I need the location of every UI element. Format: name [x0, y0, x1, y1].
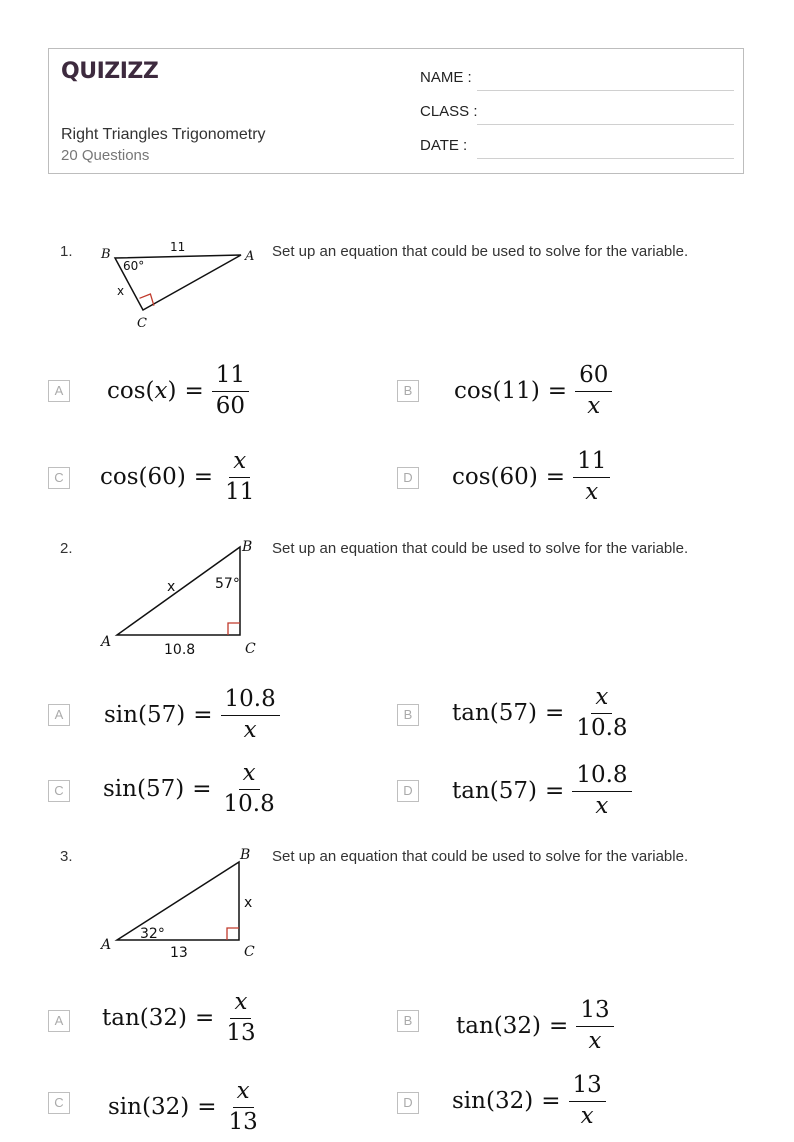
fn: tan [452, 778, 490, 804]
side-label: 10.8 [164, 642, 196, 658]
fraction [572, 685, 631, 741]
question-count: 20 Questions [61, 147, 150, 164]
denominator: x [587, 392, 601, 419]
fn: sin [452, 1088, 486, 1114]
triangle-figure [95, 840, 265, 968]
numerator: x [239, 761, 260, 789]
fn: sin [103, 776, 137, 802]
angle-label: 57° [215, 576, 240, 592]
vertex-label: B [101, 247, 111, 262]
fraction [569, 1073, 606, 1129]
fn: cos [107, 378, 146, 404]
fraction [576, 998, 613, 1054]
option-a-equation[interactable]: sin ( 57 ) = $\frac{10.8}{x}$ [104, 680, 280, 750]
arg: x [154, 378, 168, 404]
option-c-equation[interactable]: cos ( 60 ) = $\frac{x}{11}$ [100, 442, 258, 512]
date-line[interactable] [477, 158, 734, 159]
vertex-label: A [101, 937, 112, 953]
denominator: 10.8 [576, 714, 628, 741]
denominator: 60 [215, 392, 246, 419]
angle-label: 60° [123, 259, 145, 273]
numerator: 13 [569, 1073, 606, 1101]
name-line[interactable] [477, 90, 734, 91]
fn: tan [456, 1013, 494, 1039]
angle-label: 32° [140, 926, 165, 942]
numerator: 11 [212, 363, 249, 391]
fraction [222, 990, 259, 1046]
numerator: x [229, 449, 250, 477]
numerator: 60 [575, 363, 612, 391]
name-field[interactable] [420, 69, 734, 91]
date-label: DATE : [420, 137, 468, 154]
fraction [573, 449, 610, 505]
side-label: 11 [170, 240, 186, 254]
question-number: 2. [60, 540, 73, 557]
question-text: Set up an equation that could be used to solve for the variable. [272, 848, 689, 865]
fraction [212, 363, 249, 419]
option-b-checkbox[interactable]: B [397, 704, 419, 726]
option-d-equation[interactable]: tan ( 57 ) = $\frac{10.8}{x}$ [452, 756, 632, 826]
fn: cos [452, 464, 491, 490]
option-d-equation[interactable]: sin ( 32 ) = $\frac{13}{x}$ [452, 1066, 606, 1136]
fraction [221, 449, 258, 505]
fn: tan [452, 700, 490, 726]
option-c-equation[interactable]: sin ( 32 ) = $\frac{x}{13}$ [108, 1072, 262, 1142]
triangle-figure [95, 238, 265, 336]
denominator: 11 [225, 478, 255, 505]
option-d-equation[interactable]: cos ( 60 ) = $\frac{11}{x}$ [452, 442, 610, 512]
arg: 57 [146, 702, 177, 728]
option-d-checkbox[interactable]: D [397, 1092, 419, 1114]
option-a-checkbox[interactable]: A [48, 1010, 70, 1032]
option-c-checkbox[interactable]: C [48, 780, 70, 802]
arg: 32 [150, 1094, 181, 1120]
fraction [572, 763, 631, 819]
vertex-label: C [137, 316, 147, 331]
arg: 57 [498, 700, 529, 726]
question-text: Set up an equation that could be used to solve for the variable. [272, 243, 689, 260]
fn: cos [100, 464, 139, 490]
option-a-equation[interactable]: tan ( 32 ) = $\frac{x}{13}$ [102, 983, 260, 1053]
class-label: CLASS : [420, 103, 478, 120]
worksheet-title: Right Triangles Trigonometry [61, 126, 266, 143]
variable-label: x [167, 579, 176, 595]
option-c-equation[interactable]: sin ( 57 ) = $\frac{x}{10.8}$ [103, 754, 279, 824]
numerator: 10.8 [221, 687, 280, 715]
variable-label: x [244, 895, 253, 911]
option-b-equation[interactable]: tan ( 57 ) = $\frac{x}{10.8}$ [452, 678, 632, 748]
option-a-checkbox[interactable]: A [48, 380, 70, 402]
option-b-checkbox[interactable]: B [397, 380, 419, 402]
arg: 32 [148, 1005, 179, 1031]
vertex-label: C [244, 944, 255, 960]
name-label: NAME : [420, 69, 472, 86]
fn: sin [108, 1094, 142, 1120]
vertex-label: A [245, 249, 255, 264]
denominator: x [243, 716, 257, 743]
fraction [220, 761, 279, 817]
option-b-checkbox[interactable]: B [397, 1010, 419, 1032]
vertex-label: B [240, 847, 251, 863]
option-a-equation[interactable]: cos ( x ) = $\frac{11}{60}$ [107, 356, 249, 426]
denominator: x [595, 792, 609, 819]
date-field[interactable] [420, 137, 734, 159]
option-d-checkbox[interactable]: D [397, 780, 419, 802]
denominator: x [585, 478, 599, 505]
numerator: 11 [573, 449, 610, 477]
variable-label: x [117, 284, 125, 298]
denominator: 13 [228, 1108, 258, 1135]
arg: 32 [494, 1088, 525, 1114]
option-c-checkbox[interactable]: C [48, 1092, 70, 1114]
fn: sin [104, 702, 138, 728]
arg: 32 [502, 1013, 533, 1039]
option-b-equation[interactable]: tan ( 32 ) = $\frac{13}{x}$ [456, 991, 614, 1061]
arg: 11 [501, 378, 531, 404]
fraction [225, 1079, 262, 1135]
denominator: x [580, 1102, 594, 1129]
fn: cos [454, 378, 493, 404]
option-c-checkbox[interactable]: C [48, 467, 70, 489]
numerator: x [233, 1079, 254, 1107]
quizizz-logo: QUIZIZZ [61, 59, 159, 84]
fraction [221, 687, 280, 743]
question-number: 1. [60, 243, 73, 260]
fn: tan [102, 1005, 140, 1031]
fraction [575, 363, 612, 419]
denominator: x [588, 1027, 602, 1054]
question-number: 3. [60, 848, 73, 865]
question-text: Set up an equation that could be used to solve for the variable. [272, 540, 689, 557]
numerator: x [230, 990, 251, 1018]
numerator: x [591, 685, 612, 713]
arg: 57 [145, 776, 176, 802]
vertex-label: C [245, 641, 256, 657]
denominator: 10.8 [223, 790, 275, 817]
option-d-checkbox[interactable]: D [397, 467, 419, 489]
class-line[interactable] [477, 124, 734, 125]
numerator: 13 [576, 998, 613, 1026]
class-field[interactable] [420, 103, 734, 125]
vertex-label: A [101, 634, 112, 650]
worksheet-header [48, 48, 744, 174]
option-b-equation[interactable]: cos ( 11 ) = $\frac{60}{x}$ [454, 356, 612, 426]
arg: 57 [498, 778, 529, 804]
option-a-checkbox[interactable]: A [48, 704, 70, 726]
side-label: 13 [170, 945, 188, 961]
arg: 60 [499, 464, 529, 490]
triangle-figure [95, 532, 265, 660]
vertex-label: B [242, 539, 253, 555]
arg: 60 [147, 464, 177, 490]
denominator: 13 [226, 1019, 256, 1046]
numerator: 10.8 [572, 763, 631, 791]
